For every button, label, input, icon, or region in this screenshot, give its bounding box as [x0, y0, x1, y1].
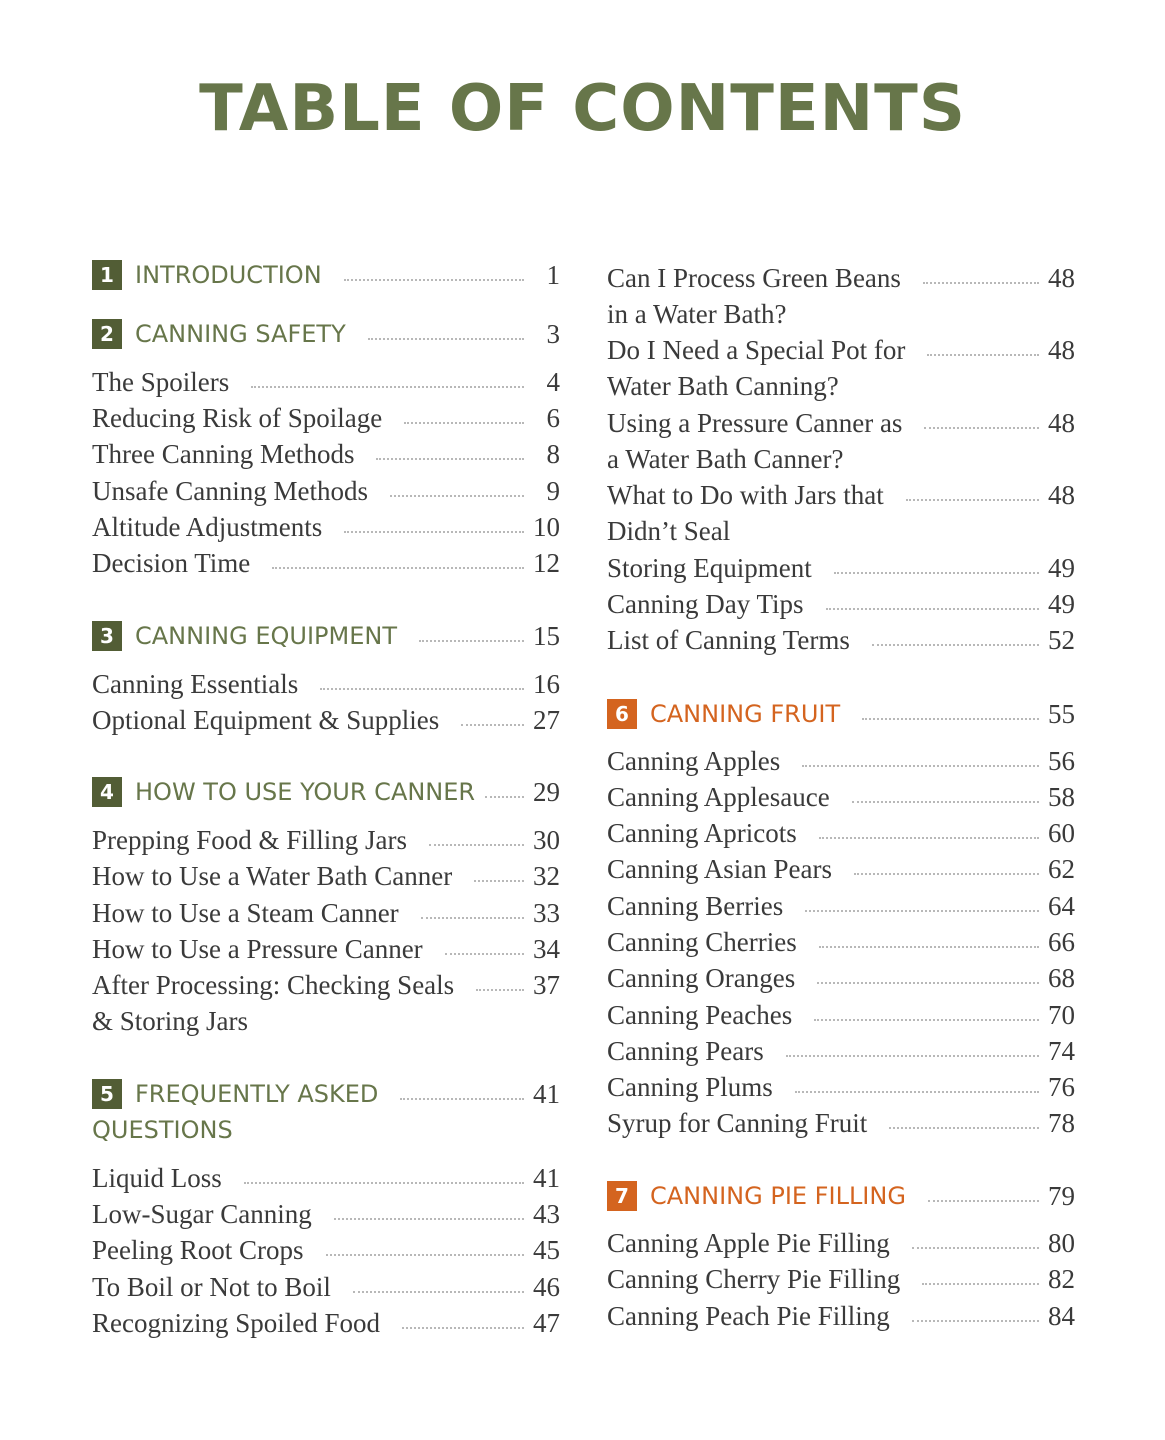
toc-entry[interactable] [607, 332, 1075, 404]
entry-title: Canning Day Tips [607, 589, 804, 619]
page-number: 68 [1048, 963, 1075, 993]
dot-leader [795, 1091, 1039, 1093]
page-number: 55 [1048, 699, 1075, 729]
toc-entry[interactable] [607, 997, 1075, 1033]
dot-leader [320, 688, 524, 690]
section-number-badge: 2 [92, 319, 122, 349]
section-title: CANNING SAFETY [135, 320, 346, 348]
dot-leader [889, 1127, 1039, 1129]
dot-leader [244, 1182, 524, 1184]
entry-title: Decision Time [92, 548, 251, 578]
dot-leader [912, 1247, 1039, 1249]
dot-leader [404, 422, 524, 424]
page-number: 52 [1048, 625, 1075, 655]
entry-title: How to Use a Steam Canner [92, 898, 399, 928]
page-number: 16 [533, 669, 560, 699]
toc-entry[interactable] [92, 509, 560, 545]
page-number: 33 [533, 898, 560, 928]
dot-leader [872, 644, 1039, 646]
entry-title-continued: a Water Bath Canner? [607, 444, 844, 474]
dot-leader [419, 640, 524, 642]
entry-title: Using a Pressure Canner as [607, 408, 903, 438]
dot-leader [928, 1200, 1039, 1202]
toc-section-canning-fruit[interactable] [607, 696, 1075, 732]
page-number: 43 [533, 1199, 560, 1229]
page-number: 41 [533, 1163, 560, 1193]
page-number: 58 [1048, 782, 1075, 812]
entry-title: The Spoilers [92, 367, 230, 397]
page-number: 29 [533, 777, 560, 807]
toc-entry[interactable] [607, 1298, 1075, 1334]
section-title: CANNING EQUIPMENT [135, 622, 397, 650]
entry-title: Peeling Root Crops [92, 1235, 304, 1265]
page-number: 8 [546, 439, 560, 469]
dot-leader [852, 801, 1039, 803]
page-number: 64 [1048, 891, 1075, 921]
page-number: 48 [1048, 263, 1075, 293]
dot-leader [927, 354, 1039, 356]
entry-title: Syrup for Canning Fruit [607, 1108, 868, 1138]
toc-entry[interactable] [607, 851, 1075, 887]
entry-title: Recognizing Spoiled Food [92, 1308, 380, 1338]
page-number: 15 [533, 621, 560, 651]
entry-title: Canning Pears [607, 1036, 764, 1066]
dot-leader [326, 1254, 524, 1256]
dot-leader [344, 279, 524, 281]
dot-leader [819, 946, 1039, 948]
page-number: 45 [533, 1235, 560, 1265]
dot-leader [923, 282, 1039, 284]
dot-leader [376, 458, 524, 460]
dot-leader [786, 1055, 1039, 1057]
toc-entry[interactable] [92, 858, 560, 894]
page-number: 60 [1048, 818, 1075, 848]
page-number: 49 [1048, 589, 1075, 619]
section-number-badge: 1 [92, 260, 122, 290]
toc-section-faq[interactable] [92, 1076, 560, 1148]
page-title: TABLE OF CONTENTS [199, 72, 966, 146]
section-number-badge: 6 [607, 699, 637, 729]
dot-leader [814, 1019, 1039, 1021]
section-number-badge: 3 [92, 621, 122, 651]
page-number: 46 [533, 1272, 560, 1302]
entry-title: Canning Asian Pears [607, 854, 832, 884]
entry-title: After Processing: Checking Seals [92, 970, 455, 1000]
toc-entry[interactable] [92, 895, 560, 931]
page-number: 84 [1048, 1301, 1075, 1331]
dot-leader [906, 499, 1039, 501]
toc-entry[interactable] [607, 550, 1075, 586]
page-number: 41 [533, 1079, 560, 1109]
entry-title: Altitude Adjustments [92, 512, 323, 542]
dot-leader [834, 572, 1039, 574]
dot-leader [485, 796, 524, 798]
page-number: 66 [1048, 927, 1075, 957]
entry-title: Canning Peach Pie Filling [607, 1301, 890, 1331]
dot-leader [854, 873, 1039, 875]
entry-title: Canning Oranges [607, 963, 796, 993]
toc-entry[interactable] [607, 1261, 1075, 1297]
page-number: 9 [546, 476, 560, 506]
entry-title-continued: Didn’t Seal [607, 516, 731, 546]
section-title: HOW TO USE YOUR CANNER [135, 778, 476, 806]
page-number: 49 [1048, 553, 1075, 583]
entry-title: To Boil or Not to Boil [92, 1272, 331, 1302]
dot-leader [819, 837, 1039, 839]
dot-leader [368, 338, 524, 340]
dot-leader [445, 953, 524, 955]
toc-entry[interactable] [607, 815, 1075, 851]
toc-entry[interactable] [92, 1269, 560, 1305]
page-number: 47 [533, 1308, 560, 1338]
dot-leader [353, 1291, 524, 1293]
entry-title: How to Use a Pressure Canner [92, 934, 423, 964]
page-number: 48 [1048, 335, 1075, 365]
page-number: 48 [1048, 408, 1075, 438]
page-number: 1 [546, 260, 560, 290]
dot-leader [474, 880, 524, 882]
page-number: 82 [1048, 1264, 1075, 1294]
page-number: 4 [546, 367, 560, 397]
page-number: 79 [1048, 1181, 1075, 1211]
entry-title: Optional Equipment & Supplies [92, 705, 440, 735]
dot-leader [862, 718, 1039, 720]
toc-entry[interactable] [607, 622, 1075, 658]
entry-title: What to Do with Jars that [607, 480, 884, 510]
section-title: FREQUENTLY ASKED [135, 1080, 379, 1108]
toc-entry[interactable] [92, 400, 560, 436]
toc-entry[interactable] [92, 545, 560, 581]
section-title: CANNING FRUIT [650, 700, 841, 728]
toc-entry[interactable] [607, 1033, 1075, 1069]
dot-leader [461, 724, 524, 726]
toc-entry[interactable] [607, 743, 1075, 779]
entry-title: How to Use a Water Bath Canner [92, 861, 453, 891]
toc-entry[interactable] [607, 924, 1075, 960]
toc-entry[interactable] [92, 666, 560, 702]
entry-title: Canning Peaches [607, 1000, 793, 1030]
toc-entry[interactable] [92, 364, 560, 400]
entry-title: Storing Equipment [607, 553, 812, 583]
toc-entry[interactable] [607, 405, 1075, 477]
entry-title: Do I Need a Special Pot for [607, 335, 906, 365]
toc-entry[interactable] [607, 586, 1075, 622]
entry-title-continued: & Storing Jars [92, 1006, 249, 1036]
toc-entry[interactable] [92, 702, 560, 738]
dot-leader [400, 1098, 524, 1100]
toc-section-canning-safety[interactable] [92, 316, 560, 352]
entry-title: Canning Berries [607, 891, 784, 921]
page-number: 34 [533, 934, 560, 964]
dot-leader [429, 844, 524, 846]
section-title: CANNING PIE FILLING [650, 1182, 906, 1210]
toc-entry[interactable] [607, 260, 1075, 332]
toc-section-canning-equipment[interactable] [92, 618, 560, 654]
section-number-badge: 4 [92, 777, 122, 807]
dot-leader [390, 495, 524, 497]
toc-entry[interactable] [92, 1196, 560, 1232]
section-number-badge: 5 [92, 1079, 122, 1109]
entry-title: Canning Plums [607, 1072, 773, 1102]
page-number: 6 [546, 403, 560, 433]
page-number: 80 [1048, 1228, 1075, 1258]
entry-title: Low-Sugar Canning [92, 1199, 312, 1229]
page-number: 37 [533, 970, 560, 1000]
section-number-badge: 7 [607, 1181, 637, 1211]
toc-entry[interactable] [92, 822, 560, 858]
entry-title: Prepping Food & Filling Jars [92, 825, 408, 855]
entry-title: Unsafe Canning Methods [92, 476, 368, 506]
toc-entry[interactable] [92, 931, 560, 967]
toc-section-canning-pie-filling[interactable] [607, 1178, 1075, 1214]
page-number: 48 [1048, 480, 1075, 510]
section-title-continued: QUESTIONS [92, 1116, 233, 1144]
dot-leader [912, 1320, 1039, 1322]
dot-leader [272, 567, 524, 569]
dot-leader [334, 1218, 524, 1220]
entry-title: Canning Cherry Pie Filling [607, 1264, 901, 1294]
dot-leader [817, 982, 1039, 984]
entry-title: Liquid Loss [92, 1163, 222, 1193]
entry-title: Can I Process Green Beans [607, 263, 901, 293]
page-number: 56 [1048, 746, 1075, 776]
dot-leader [826, 608, 1039, 610]
toc-entry[interactable] [92, 436, 560, 472]
toc-entry[interactable] [92, 473, 560, 509]
section-title: INTRODUCTION [135, 261, 322, 289]
dot-leader [805, 910, 1039, 912]
entry-title: Canning Essentials [92, 669, 299, 699]
dot-leader [924, 427, 1039, 429]
toc-entry[interactable] [607, 888, 1075, 924]
page-number: 10 [533, 512, 560, 542]
entry-title: Three Canning Methods [92, 439, 355, 469]
toc-entry[interactable] [607, 1105, 1075, 1141]
page-number: 32 [533, 861, 560, 891]
toc-entry[interactable] [92, 1232, 560, 1268]
entry-title: Canning Applesauce [607, 782, 830, 812]
toc-section-how-to-use-your-canner[interactable] [92, 774, 560, 810]
toc-entry[interactable] [92, 967, 560, 1039]
toc-entry[interactable] [607, 1069, 1075, 1105]
toc-entry[interactable] [607, 1225, 1075, 1261]
page-number: 30 [533, 825, 560, 855]
toc-entry[interactable] [607, 477, 1075, 549]
entry-title-continued: in a Water Bath? [607, 299, 787, 329]
entry-title-continued: Water Bath Canning? [607, 371, 839, 401]
entry-title: Canning Cherries [607, 927, 797, 957]
dot-leader [922, 1283, 1039, 1285]
toc-entry[interactable] [607, 779, 1075, 815]
dot-leader [344, 531, 524, 533]
entry-title: Canning Apricots [607, 818, 797, 848]
dot-leader [402, 1327, 524, 1329]
entry-title: Canning Apple Pie Filling [607, 1228, 890, 1258]
dot-leader [476, 989, 524, 991]
page-number: 76 [1048, 1072, 1075, 1102]
toc-section-introduction[interactable] [92, 257, 560, 293]
dot-leader [251, 386, 524, 388]
page-number: 74 [1048, 1036, 1075, 1066]
dot-leader [802, 765, 1039, 767]
dot-leader [421, 917, 524, 919]
page-number: 12 [533, 548, 560, 578]
page-number: 62 [1048, 854, 1075, 884]
toc-entry[interactable] [92, 1160, 560, 1196]
toc-entry[interactable] [92, 1305, 560, 1341]
toc-entry[interactable] [607, 960, 1075, 996]
page-number: 70 [1048, 1000, 1075, 1030]
page-number: 27 [533, 705, 560, 735]
entry-title: Reducing Risk of Spoilage [92, 403, 383, 433]
entry-title: List of Canning Terms [607, 625, 850, 655]
page-number: 78 [1048, 1108, 1075, 1138]
entry-title: Canning Apples [607, 746, 781, 776]
page-number: 3 [546, 319, 560, 349]
